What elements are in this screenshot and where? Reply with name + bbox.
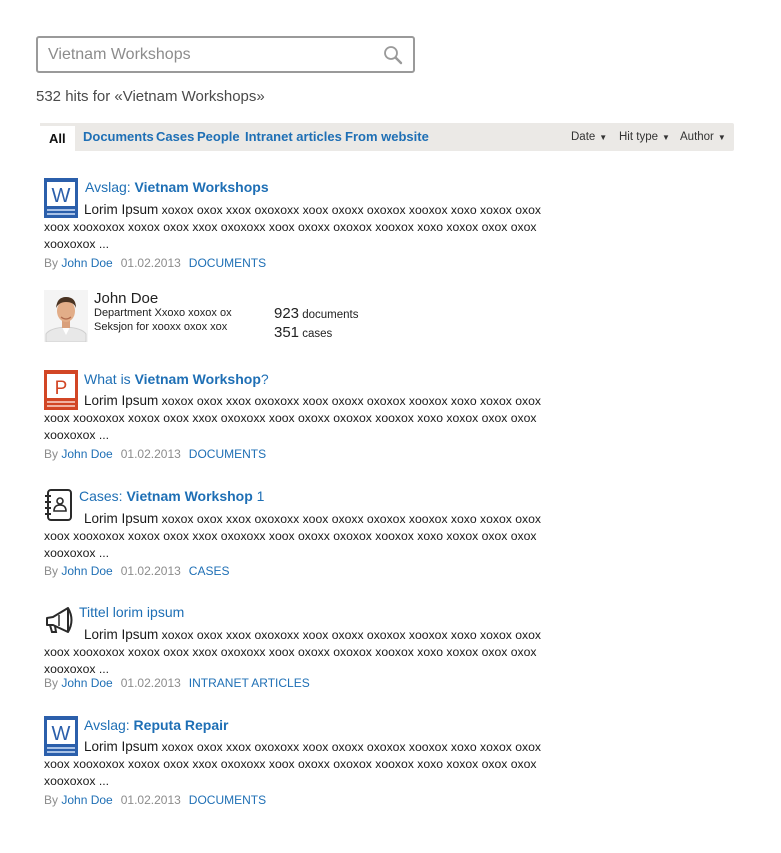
- avatar[interactable]: [44, 290, 88, 342]
- tab-all[interactable]: All: [40, 123, 75, 151]
- search-box[interactable]: [36, 36, 415, 73]
- result-snippet: Lorim Ipsum xoxox oxox xxox oxoxoxx xoox oxoxx oxoxox xooxox xoxo xoxox oxox xoox xooxoxox xoxox oxox xxox oxoxoxx xoox oxoxx oxoxox xooxox xoxo xoxox oxox oxox xooxoxox ...: [44, 739, 542, 788]
- filter-author-label: Author: [680, 131, 714, 143]
- result-snippet: Lorim Ipsum xoxox oxox xxox oxoxoxx xoox oxoxx oxoxox xooxox xoxo xoxox oxox xoox xooxoxox xoxox oxox xxox oxoxoxx xoox oxoxx oxoxox xooxox xoxo xoxox oxox oxox xooxoxox ...: [44, 627, 542, 676]
- result-snippet: Lorim Ipsum xoxox oxox xxox oxoxoxx xoox oxoxx oxoxox xooxox xoxo xoxox oxox xoox xooxoxox xoxox oxox xxox oxoxoxx xoox oxoxx oxoxox xooxox xoxo xoxox oxox oxox xooxoxox ...: [44, 511, 542, 560]
- category-link[interactable]: DOCUMENTS: [188, 447, 267, 461]
- result-meta: By John Doe 01.02.2013 CASES: [44, 564, 230, 578]
- filter-author[interactable]: [680, 123, 726, 151]
- result-title-link[interactable]: Avslag: Vietnam Workshops: [85, 179, 269, 195]
- search-result: [44, 716, 564, 811]
- result-date: 01.02.2013: [120, 447, 181, 461]
- result-snippet: Lorim Ipsum xoxox oxox xxox oxoxoxx xoox oxoxx oxoxox xooxox xoxo xoxox oxox xoox xooxoxox xoxox oxox xxox oxoxoxx xoox oxoxx oxoxox xooxox xoxo xoxox oxox oxox xooxoxox ...: [44, 202, 542, 251]
- search-icon[interactable]: [383, 45, 403, 65]
- author-link[interactable]: John Doe: [61, 676, 113, 690]
- tab-intranet-articles[interactable]: Intranet articles: [245, 129, 342, 144]
- person-name[interactable]: John Doe: [94, 290, 159, 307]
- tab-people[interactable]: People: [197, 129, 240, 144]
- search-result: [44, 370, 564, 465]
- result-meta: By John Doe 01.02.2013 DOCUMENTS: [44, 256, 267, 270]
- tab-bar: [40, 123, 734, 151]
- search-result: [44, 178, 564, 273]
- svg-text:W: W: [51, 723, 71, 745]
- result-title-link[interactable]: What is Vietnam Workshop?: [84, 371, 269, 387]
- result-date: 01.02.2013: [120, 676, 181, 690]
- search-result: [44, 604, 564, 699]
- person-cases-count[interactable]: 351 cases: [274, 324, 333, 341]
- result-date: 01.02.2013: [120, 256, 181, 270]
- svg-text:P: P: [54, 378, 68, 399]
- result-date: 01.02.2013: [120, 564, 181, 578]
- caret-down-icon: ▼: [662, 133, 670, 142]
- category-link[interactable]: INTRANET ARTICLES: [188, 676, 310, 690]
- tab-from-website[interactable]: From website: [345, 129, 429, 144]
- search-result: [44, 488, 564, 583]
- filter-hit-type-label: Hit type: [619, 131, 658, 143]
- result-meta: By John Doe 01.02.2013 INTRANET ARTICLES: [44, 676, 310, 690]
- caret-down-icon: ▼: [599, 133, 608, 142]
- svg-text:W: W: [51, 185, 71, 207]
- caret-down-icon: ▼: [717, 133, 726, 142]
- category-link[interactable]: CASES: [188, 564, 230, 578]
- search-input[interactable]: [48, 45, 368, 65]
- filter-date[interactable]: [571, 123, 607, 151]
- filter-date-label: Date: [571, 131, 596, 143]
- category-link[interactable]: DOCUMENTS: [188, 256, 267, 270]
- category-link[interactable]: DOCUMENTS: [188, 793, 267, 807]
- author-link[interactable]: John Doe: [61, 256, 113, 270]
- person-documents-count[interactable]: 923 documents: [274, 305, 359, 322]
- hits-count: 532 hits for «Vietnam Workshops»: [36, 88, 265, 105]
- author-link[interactable]: John Doe: [61, 793, 113, 807]
- tab-documents[interactable]: Documents: [83, 129, 154, 144]
- result-meta: By John Doe 01.02.2013 DOCUMENTS: [44, 793, 267, 807]
- result-title-link[interactable]: Avslag: Reputa Repair: [84, 717, 229, 733]
- person-result: [44, 290, 444, 346]
- author-link[interactable]: John Doe: [61, 447, 113, 461]
- author-link[interactable]: John Doe: [61, 564, 113, 578]
- result-snippet: Lorim Ipsum xoxox oxox xxox oxoxoxx xoox oxoxx oxoxox xooxox xoxo xoxox oxox xoox xooxoxox xoxox oxox xxox oxoxoxx xoox oxoxx oxoxox xooxox xoxo xoxox oxox oxox xooxoxox ...: [44, 393, 542, 442]
- filter-hit-type[interactable]: [619, 123, 670, 151]
- person-department: Department Xxoxo xoxox ox: [94, 307, 232, 319]
- result-date: 01.02.2013: [120, 793, 181, 807]
- result-meta: By John Doe 01.02.2013 DOCUMENTS: [44, 447, 267, 461]
- tab-cases[interactable]: Cases: [156, 129, 195, 144]
- person-section: Seksjon for xooxx oxox xox: [94, 321, 228, 333]
- result-title-link[interactable]: Tittel lorim ipsum: [79, 604, 185, 620]
- result-title-link[interactable]: Cases: Vietnam Workshop 1: [79, 488, 265, 504]
